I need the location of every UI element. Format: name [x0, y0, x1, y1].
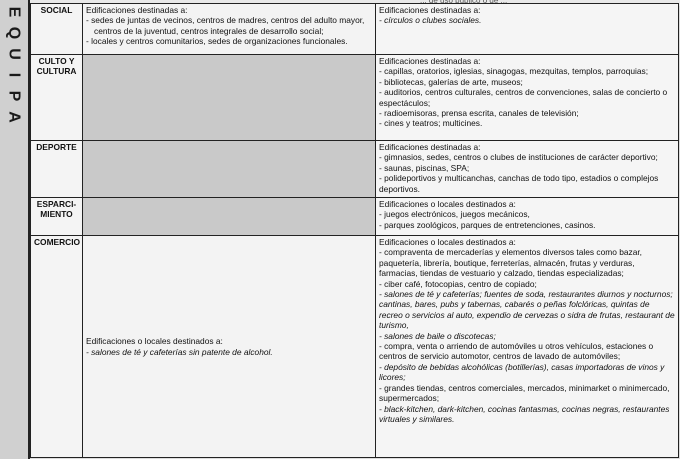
- category-deporte: DEPORTE: [31, 141, 83, 198]
- right-line: - ciber café, fotocopias, centro de copiado;: [379, 278, 537, 289]
- middle-line: centros de la juventud, centros integrales de desarrollo social;: [94, 25, 324, 36]
- right-line: - cines y teatros; multicines.: [379, 118, 483, 129]
- right-line: Edificaciones o locales destinados a:: [379, 199, 516, 209]
- sidebar-letter: E: [5, 6, 23, 19]
- category-social: SOCIAL: [31, 4, 83, 55]
- sidebar-letter: Q: [5, 26, 23, 41]
- sidebar-letter: U: [5, 48, 23, 61]
- right-cell-deporte: [376, 141, 679, 198]
- category-culto-cultura: CULTO Y CULTURA: [31, 55, 83, 141]
- middle-cell-comercio: [83, 236, 376, 458]
- right-line: - parques zoológicos, parques de entretenciones, casinos.: [379, 219, 596, 230]
- middle-cell-culto-cultura: [83, 55, 376, 141]
- category-esparcimiento: ESPARCI-MIENTO: [31, 198, 83, 236]
- right-line: - auditorios, centros culturales, centros de convenciones, salas de concierto o espectáculos;: [379, 87, 668, 108]
- right-line: - saunas, piscinas, SPA;: [379, 162, 470, 173]
- row-deporte: [31, 141, 679, 198]
- sidebar-letter: P: [5, 90, 23, 103]
- right-line: - radioemisoras, prensa escrita, canales de televisión;: [379, 108, 579, 119]
- right-line: Edificaciones destinadas a:: [379, 5, 481, 15]
- right-cell-esparcimiento: [376, 198, 679, 236]
- row-comercio: [31, 236, 679, 458]
- row-culto-cultura: [31, 55, 679, 141]
- right-line: - depósito de bebidas alcohólicas (botillerías), casas importadoras de vinos y licores;: [379, 361, 665, 383]
- right-line: - black-kitchen, dark-kitchen, cocinas fantasmas, cocinas negras, restaurantes virtuales y similares.: [379, 403, 670, 424]
- right-line: - salones de té y cafeterías; fuentes de soda, restaurantes diurnos y nocturnos; cantinas, bares, pubs y tabernas, cabarés o peñas folclóricas, quintas de recreo o servicios al auto, expendio de cervezas o sidra de frutas, restaurant de turismo,: [379, 289, 675, 331]
- middle-line: Edificaciones o locales destinados a:: [86, 336, 223, 347]
- middle-line: - salones de té y cafeterías sin patente de alcohol.: [86, 346, 273, 357]
- right-line: - compraventa de mercaderías y elementos diversos tales como bazar, paquetería, librería, boutique, ferreterías, almacén, frutas y verduras, farmacias, tiendas de vestuario y calzado, tiendas especializadas;: [379, 247, 643, 279]
- sidebar-letter: I: [5, 72, 23, 79]
- right-line: Edificaciones o locales destinados a:: [379, 237, 516, 247]
- row-social: [31, 4, 679, 55]
- right-line: - salones de baile o discotecas;: [379, 330, 496, 341]
- right-line: - capillas, oratorios, iglesias, sinagogas, mezquitas, templos, parroquias;: [379, 66, 649, 77]
- category-comercio: COMERCIO: [31, 236, 83, 458]
- right-line: Edificaciones destinadas a:: [379, 142, 481, 152]
- middle-line: - sedes de juntas de vecinos, centros de madres, centros del adulto mayor,: [86, 15, 365, 26]
- section-sidebar: [0, 0, 30, 459]
- right-line: - compra, venta o arriendo de automóviles u otros vehículos, estaciones o centros de servicio automotor, centros de lavado de automóviles;: [379, 341, 654, 362]
- right-line: - bibliotecas, galerías de arte, museos;: [379, 76, 523, 87]
- right-line: - círculos o clubes sociales.: [379, 15, 482, 26]
- right-line: - juegos electrónicos, juegos mecánicos,: [379, 209, 530, 220]
- right-line: Edificaciones destinadas a:: [379, 56, 481, 66]
- right-line: - gimnasios, sedes, centros o clubes de instituciones de carácter deportivo;: [379, 152, 658, 163]
- right-cell-social: [376, 4, 679, 55]
- middle-cell-esparcimiento: [83, 198, 376, 236]
- middle-cell-social: [83, 4, 376, 55]
- right-cell-culto-cultura: [376, 55, 679, 141]
- middle-cell-deporte: [83, 141, 376, 198]
- sidebar-label-equipamiento: [6, 2, 22, 128]
- right-line: - grandes tiendas, centros comerciales, mercados, minimarket o minimercado, supermercados;: [379, 382, 670, 404]
- middle-line: Edificaciones destinadas a:: [86, 5, 188, 15]
- row-esparcimiento: [31, 198, 679, 236]
- zoning-use-table: [30, 3, 679, 458]
- right-line: - polideportivos y multicanchas, canchas de todo tipo, estadios o complejos deportivos.: [379, 173, 659, 194]
- sidebar-letter: A: [5, 111, 23, 124]
- middle-line: - locales y centros comunitarios, sedes de organizaciones funcionales.: [86, 36, 348, 47]
- right-cell-comercio: [376, 236, 679, 458]
